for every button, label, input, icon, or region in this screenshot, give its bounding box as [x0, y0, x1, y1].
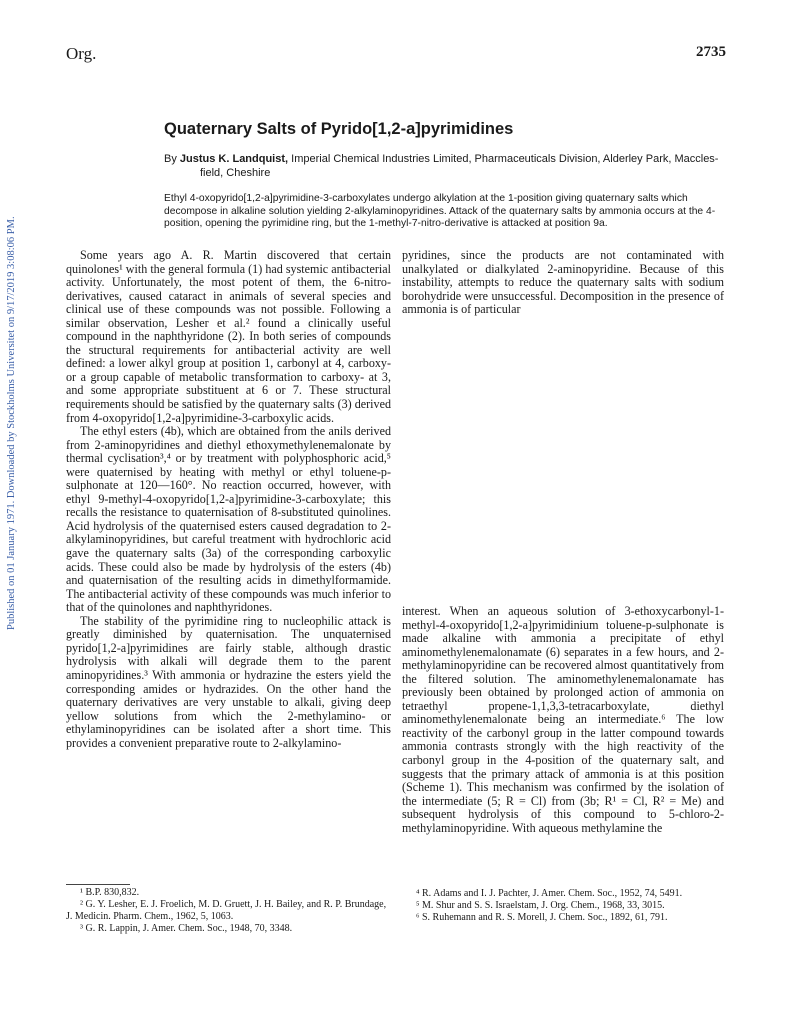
footnote-2: ² G. Y. Lesher, E. J. Froelich, M. D. Gruett, J. H. Bailey, and R. P. Brundage, J. Medicin. Pharm. Chem., 1962, 5, 1063. [66, 899, 387, 922]
page-number: 2735 [696, 44, 726, 60]
paragraph-continuation: pyridines, since the products are not contaminated with unalkylated or dialkylated 2-aminopyridine. Because of this instability, attempts to reduce the quaternary salts with sodium borohydride were unsuccessful. Decomposition in the presence of ammonia is of particular [402, 248, 724, 317]
footnote-3: ³ G. R. Lappin, J. Amer. Chem. Soc., 1948, 70, 3348. [80, 923, 293, 934]
paragraph-intro: Some years ago A. R. Martin discovered that certain quinolones¹ with the general formula (1) had systemic antibacterial activity. Unfortunately, the most potent of them, the 6-nitro-derivatives, caused cataract in animals of several species and clinical use of these compounds was not possible. Following a similar observation, Lesher et al.² found a clinically useful compound in the naphthyridone (2). In both series of compounds the structural requirements for antibacterial activity are well defined: a lower alkyl group at position 1, carbonyl at 4, carboxy- or a group capable of metabolic transformation to carboxy- at 3, and some appropriate substituent at 6 or 7. These structural requirements should be satisfied by the quaternary salts (3) derived from 4-oxopyrido[1,2-a]pyrimidine-3-carboxylic acids. [66, 248, 391, 425]
paragraph-esters: The ethyl esters (4b), which are obtained from the anils derived from 2-aminopyridines and diethyl ethoxymethylenemalonate by thermal cyclisation³,⁴ or by treatment with polyphosphoric acid,⁵ were quaternised by heating with methyl or ethyl toluene-p-sulphonate at 120—160°. No reaction occurred, however, with ethyl 9-methyl-4-oxopyrido[1,2-a]pyrimidine-3-carboxylate; this recalls the resistance to quaternisation of 8-substituted quinolines. Acid hydrolysis of the quaternised esters caused degradation to 2-alkylaminopyridines, but careful treatment with hydrochloric acid gave the quaternary salts (3a) of the corresponding carboxylic acids. These could also be made by hydrolysis of the esters (4b) and quaternisation of the resulting acids in dimethylformamide. The antibacterial activity of these compounds was much inferior to that of the quinolones and naphthyridones. [66, 424, 391, 615]
affiliation-line-2: field, Cheshire [200, 167, 271, 179]
affiliation-line-1: Imperial Chemical Industries Limited, Pharmaceuticals Division, Alderley Park, Maccles- [288, 153, 719, 165]
footnote-4: ⁴ R. Adams and I. J. Pachter, J. Amer. Chem. Soc., 1952, 74, 5491. [416, 888, 683, 899]
body-column-right-bottom [402, 605, 724, 835]
watermark-text: Published on 01 January 1971. Downloaded by Stockholms Universitet on 9/17/2019 3:08:06 PM. [6, 216, 17, 630]
article-title: Quaternary Salts of Pyrido[1,2-a]pyrimidines [164, 120, 514, 138]
chemical-structures [402, 335, 724, 605]
footnote-6: ⁶ S. Ruhemann and R. S. Morell, J. Chem. Soc., 1892, 61, 791. [416, 912, 668, 923]
footnote-5: ⁵ M. Shur and S. S. Israelstam, J. Org. Chem., 1968, 33, 3015. [416, 900, 665, 911]
byline-prefix: By [164, 153, 180, 165]
author-name: Justus K. Landquist, [179, 153, 289, 165]
paragraph-stability: The stability of the pyrimidine ring to nucleophilic attack is greatly diminished by quaternisation. The unquaternised pyrido[1,2-a]pyrimidines are fairly stable, although drastic hydrolysis with alkali will degrade them to the parent aminopyridines.³ With ammonia or hydrazine the esters yield the corresponding amides or hydrazides. On the other hand the quaternary derivatives are very unstable to alkali, giving deep yellow solutions from which the 2-methylamino- or ethylaminopyridines can be isolated after a short time. This provides a convenient preparative route to 2-alkylamino- [66, 613, 391, 750]
paragraph-ammonia: interest. When an aqueous solution of 3-ethoxycarbonyl-1-methyl-4-oxopyrido[1,2-a]pyrimidinium toluene-p-sulphonate is made alkaline with ammonia a precipitate of ethyl aminomethylenemalonamate (6) separates in a few hours, and 2-methylaminopyridine can be recovered almost quantitatively from the filtered solution. The aminomethylenemalonamate has previously been obtained by prolonged action of ammonia on tetraethyl propene-1,1,3,3-tetracarboxylate, diethyl aminomethylenemalonate being an intermediate.⁶ The low reactivity of the carbonyl group in the latter compound towards ammonia contrasts strongly with the high reactivity of the carbonyl group in the 4-position of the quaternary salt, and suggests that the primary attack of ammonia is at this position (Scheme 1). This mechanism was confirmed by the isolation of the intermediate (5; R = Cl) from (3b; R¹ = Cl, R² = Me) and subsequent hydrolysis of this compound to 5-chloro-2-methylaminopyridine. With aqueous methylamine the [402, 604, 724, 835]
body-column-right-top [402, 249, 724, 317]
download-watermark [2, 140, 20, 640]
byline [164, 152, 724, 180]
footnote-rule [66, 884, 130, 885]
abstract: Ethyl 4-oxopyrido[1,2-a]pyrimidine-3-carboxylates undergo alkylation at the 1-position giving quaternary salts which decompose in alkaline solution yielding 2-alkylaminopyridines. Attack of the quaternary salts by ammonia occurs at the 4-position, opening the pyrimidine ring, but the 1-methyl-7-nitro-derivative is attacked at position 9a. [164, 193, 716, 230]
journal-section: Org. [66, 44, 97, 63]
body-column-left [66, 249, 391, 750]
footnotes-right [402, 884, 724, 924]
footnotes-left [66, 884, 391, 935]
footnote-1: ¹ B.P. 830,832. [80, 887, 140, 898]
